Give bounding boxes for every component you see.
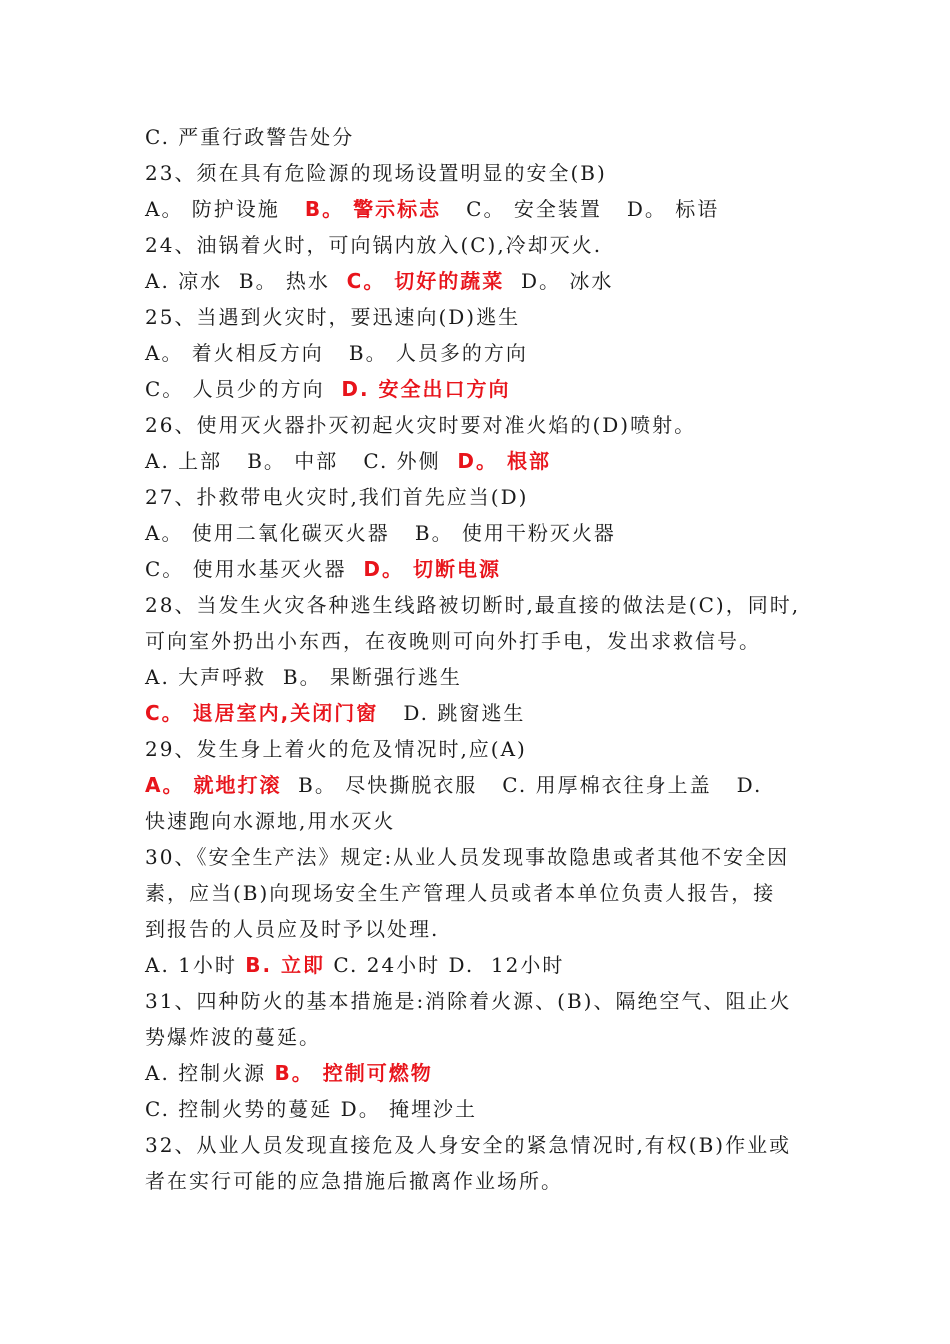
answer-highlight: B。 警示标志 [304, 197, 442, 221]
line-text: A. 大声呼救 B。 果断强行逃生 [145, 665, 462, 689]
line-text: C. 严重行政警告处分 [145, 125, 355, 149]
text-line [145, 407, 825, 443]
text-line [145, 947, 825, 983]
line-text: 27、扑救带电火灾时,我们首先应当(D) [145, 485, 529, 509]
line-text: C。 人员少的方向 [145, 377, 342, 401]
line-text: A。 着火相反方向 B。 人员多的方向 [145, 341, 528, 365]
line-text: A. 凉水 B。 热水 [145, 269, 347, 293]
line-text: A. 控制火源 [145, 1061, 275, 1085]
answer-highlight: D. 安全出口方向 [341, 377, 511, 401]
text-line [145, 371, 825, 407]
text-line [145, 839, 825, 875]
text-line [145, 443, 825, 479]
text-line [145, 1163, 825, 1199]
line-text: D。 冰水 [504, 269, 614, 293]
line-text: 26、使用灭火器扑灭初起火灾时要对准火焰的(D)喷射。 [145, 413, 697, 437]
line-text: 32、从业人员发现直接危及人身安全的紧急情况时,有权(B)作业或 [145, 1133, 792, 1157]
answer-highlight: C。 退居室内,关闭门窗 [145, 701, 379, 725]
line-text: 到报告的人员应及时予以处理. [145, 917, 440, 941]
answer-highlight: B。 控制可燃物 [274, 1061, 433, 1085]
text-line [145, 695, 825, 731]
text-line [145, 227, 825, 263]
text-line [145, 875, 825, 911]
text-line [145, 1019, 825, 1055]
text-line [145, 983, 825, 1019]
line-text: A。 防护设施 [145, 197, 305, 221]
question-list [145, 119, 825, 1199]
answer-highlight: A。 就地打滚 [145, 773, 282, 797]
line-text: 势爆炸波的蔓延。 [145, 1025, 321, 1049]
line-text: 可向室外扔出小东西，在夜晚则可向外打手电，发出求救信号。 [145, 629, 761, 653]
text-line [145, 263, 825, 299]
answer-highlight: B. 立即 [245, 953, 326, 977]
line-text: 31、四种防火的基本措施是:消除着火源、(B)、隔绝空气、阻止火 [145, 989, 792, 1013]
text-line [145, 119, 825, 155]
line-text: D. 跳窗逃生 [378, 701, 526, 725]
answer-highlight: D。 根部 [457, 449, 551, 473]
text-line [145, 731, 825, 767]
text-line [145, 479, 825, 515]
text-line [145, 803, 825, 839]
text-line [145, 515, 825, 551]
line-text: C. 控制火势的蔓延 D。 掩埋沙土 [145, 1097, 478, 1121]
line-text: C. 24小时 D. 12小时 [325, 953, 565, 977]
line-text: 快速跑向水源地,用水灭火 [145, 809, 396, 833]
line-text: A. 上部 B。 中部 C. 外侧 [145, 449, 458, 473]
line-text: 28、当发生火灾各种逃生线路被切断时,最直接的做法是(C)，同时, [145, 593, 801, 617]
text-line [145, 1091, 825, 1127]
line-text: C。 安全装置 D。 标语 [441, 197, 720, 221]
line-text: 29、发生身上着火的危及情况时,应(A) [145, 737, 527, 761]
line-text: A. 1小时 [145, 953, 246, 977]
line-text: B。 尽快撕脱衣服 C. 用厚棉衣往身上盖 D. [281, 773, 763, 797]
line-text: 30、《安全生产法》规定:从业人员发现事故隐患或者其他不安全因 [145, 845, 790, 869]
text-line [145, 299, 825, 335]
text-line [145, 335, 825, 371]
text-line [145, 623, 825, 659]
line-text: C。 使用水基灭火器 [145, 557, 364, 581]
text-line [145, 191, 825, 227]
text-line [145, 659, 825, 695]
line-text: 素，应当(B)向现场安全生产管理人员或者本单位负责人报告，接 [145, 881, 776, 905]
line-text: 者在实行可能的应急措施后撤离作业场所。 [145, 1169, 563, 1193]
line-text: 24、油锅着火时，可向锅内放入(C),冷却灭火. [145, 233, 603, 257]
text-line [145, 911, 825, 947]
answer-highlight: C。 切好的蔬菜 [346, 269, 505, 293]
text-line [145, 767, 825, 803]
answer-highlight: D。 切断电源 [363, 557, 501, 581]
text-line [145, 1127, 825, 1163]
text-line [145, 587, 825, 623]
text-line [145, 1055, 825, 1091]
line-text: 23、须在具有危险源的现场设置明显的安全(B) [145, 161, 607, 185]
text-line [145, 551, 825, 587]
line-text: A。 使用二氧化碳灭火器 B。 使用干粉灭火器 [145, 521, 616, 545]
text-line [145, 155, 825, 191]
line-text: 25、当遇到火灾时，要迅速向(D)逃生 [145, 305, 521, 329]
